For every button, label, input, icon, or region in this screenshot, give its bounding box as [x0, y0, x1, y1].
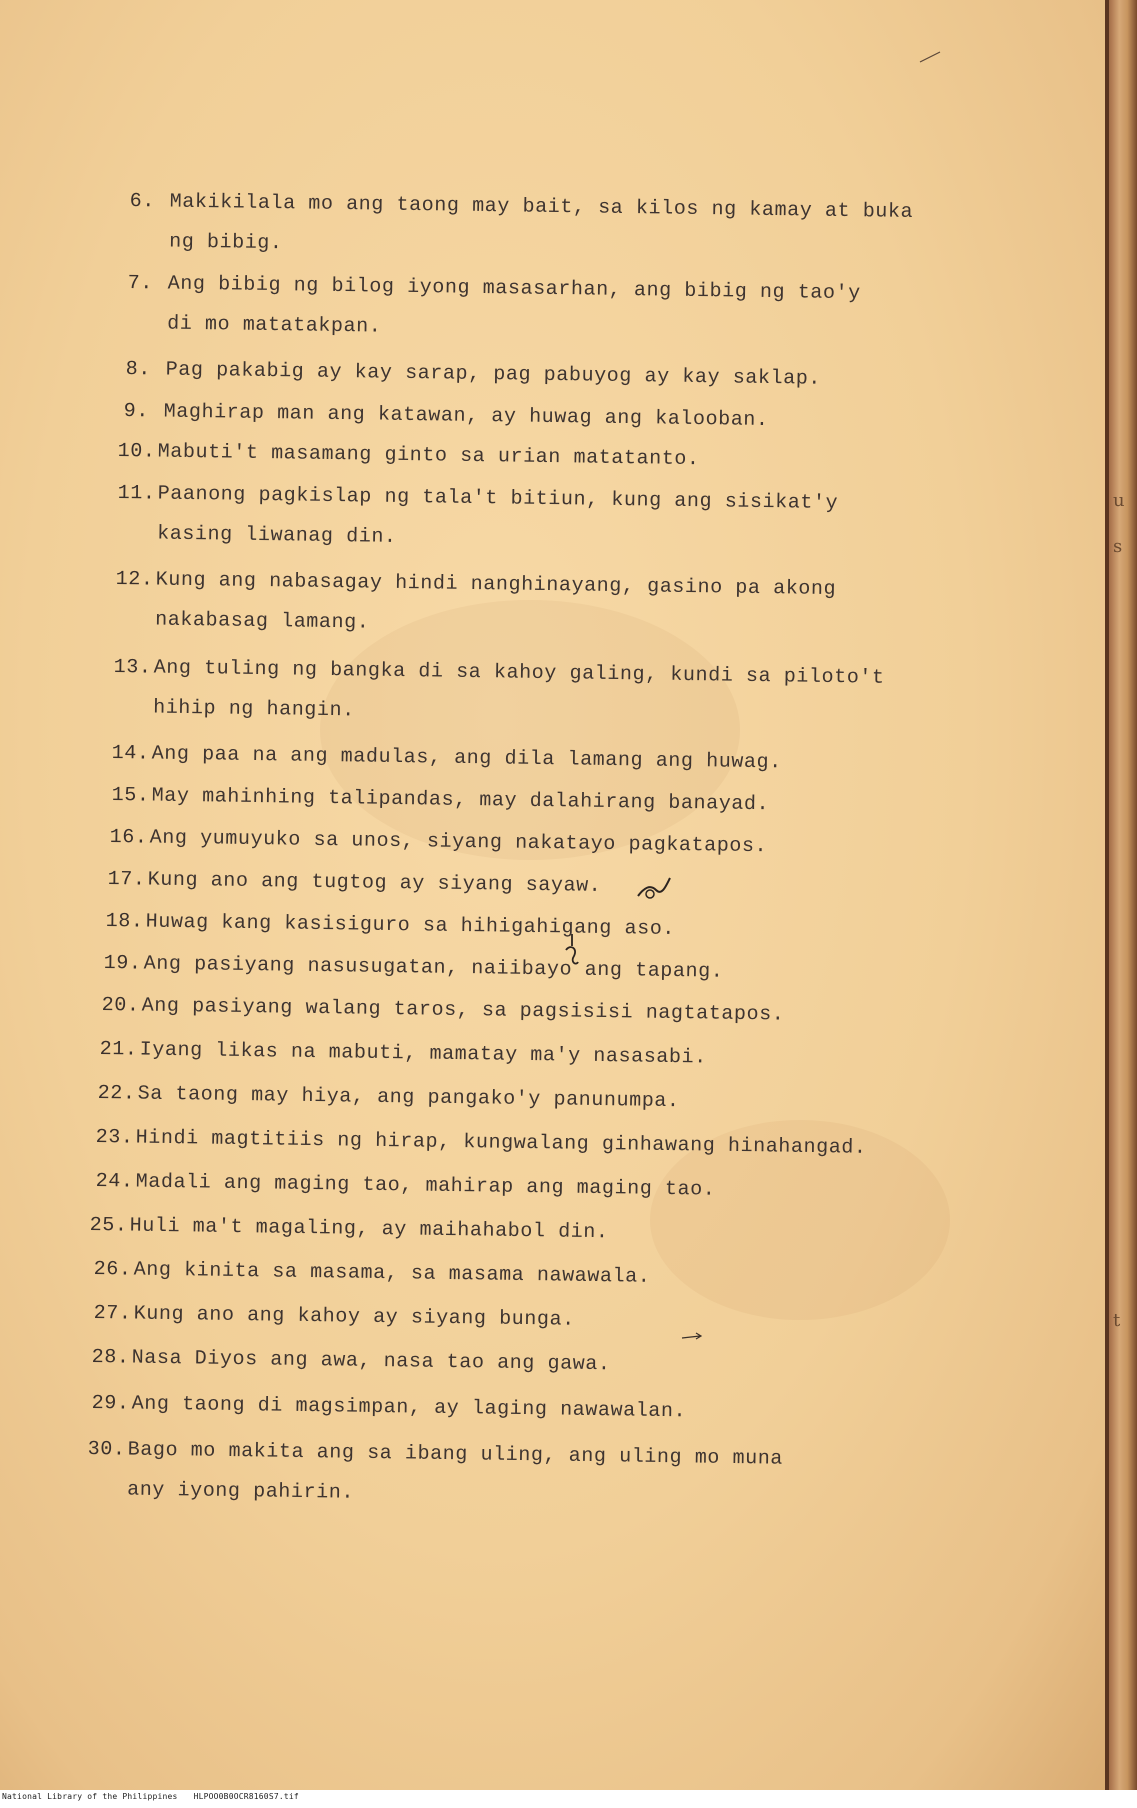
handwritten-mark — [636, 876, 672, 904]
item-number: 17. — [107, 867, 146, 892]
item-number: 14. — [111, 741, 150, 766]
item-text: May mahinhing talipandas, may dalahirang banayad. — [151, 784, 770, 817]
edge-text-fragment: u — [1113, 490, 1125, 511]
footer-institution: National Library of the Philippines — [2, 1792, 178, 1801]
list-item — [93, 1250, 650, 1298]
edge-text-fragment: s — [1113, 536, 1123, 557]
item-number: 9. — [123, 399, 150, 424]
item-number: 21. — [99, 1037, 138, 1062]
item-text: Kung ano ang kahoy ay siyang bunga. — [133, 1302, 575, 1332]
pencil-mark — [680, 1330, 704, 1342]
item-number: 13. — [113, 655, 152, 680]
list-item — [129, 182, 914, 273]
item-number: 20. — [101, 993, 140, 1018]
item-number: 22. — [97, 1081, 136, 1106]
list-item — [117, 432, 699, 480]
item-text: Nasa Diyos ang awa, nasa tao ang gawa. — [131, 1346, 611, 1377]
item-number: 27. — [93, 1301, 132, 1326]
item-number: 16. — [109, 825, 148, 850]
item-text: Ang tuling ng bangka di sa kahoy galing, kundi sa piloto't — [153, 656, 885, 690]
item-number: 24. — [95, 1169, 134, 1194]
list-item — [115, 560, 837, 650]
list-item — [111, 776, 769, 825]
item-text: Madali ang maging tao, mahirap ang maging tao. — [135, 1170, 716, 1202]
item-text: Hindi magtitiis ng hirap, kungwalang ginhawang hinahangad. — [135, 1126, 867, 1160]
item-text: Ang kinita sa masama, sa masama nawawala. — [133, 1258, 651, 1289]
item-number: 26. — [93, 1257, 132, 1282]
item-number: 12. — [115, 567, 154, 592]
list-item — [91, 1384, 686, 1432]
list-item — [103, 944, 723, 993]
item-number: 18. — [105, 909, 144, 934]
item-text: Pag pakabig ay kay sarap, pag pabuyog ay kay saklap. — [165, 358, 822, 391]
item-text: Ang paa na ang madulas, ang dila lamang ang huwag. — [151, 742, 782, 775]
list-item — [89, 1206, 608, 1253]
item-number: 10. — [117, 439, 156, 464]
item-text: Kung ang nabasagay hindi nanghinayang, gasino pa akong — [155, 568, 837, 602]
item-text: Paanong pagkislap ng tala't bitiun, kung ang sisikat'y — [157, 482, 839, 516]
item-text: Ang pasiyang nasusugatan, naiibayo ang tapang. — [143, 952, 724, 984]
list-item — [105, 902, 675, 950]
item-text: Makikilala mo ang taong may bait, sa kilos ng kamay at buka — [169, 190, 914, 224]
page-edge — [1105, 0, 1137, 1790]
item-text: Bago mo makita ang sa ibang uling, ang uling mo muna — [127, 1438, 784, 1471]
list-item — [101, 986, 784, 1036]
item-text: Ang taong di magsimpan, ay laging nawawalan. — [131, 1392, 687, 1424]
list-item — [111, 734, 782, 783]
item-number: 11. — [117, 481, 156, 506]
list-item — [113, 648, 885, 739]
item-text: Ang yumuyuko sa unos, siyang nakatayo pagkatapos. — [149, 826, 768, 859]
item-text: Maghirap man ang katawan, ay huwag ang kalooban. — [163, 400, 769, 433]
item-number: 29. — [91, 1391, 130, 1416]
list-item — [127, 264, 861, 354]
handwritten-mark — [562, 932, 582, 968]
item-number: 25. — [89, 1213, 128, 1238]
list-item — [95, 1162, 715, 1211]
item-text-continued: kasing liwanag din. — [157, 522, 397, 549]
item-text: Iyang likas na mabuti, mamatay ma'y nasasabi. — [139, 1038, 707, 1070]
item-number: 28. — [91, 1345, 130, 1370]
footer-filename: HLPOO0B0OCR8160S7.tif — [193, 1792, 299, 1801]
item-number: 30. — [87, 1437, 126, 1462]
item-text: Kung ano ang tugtog ay siyang sayaw. — [147, 868, 602, 898]
edge-text-fragment: t — [1113, 1310, 1121, 1331]
list-item — [109, 818, 767, 867]
footer-bar — [0, 1790, 1137, 1808]
item-text-continued: any iyong pahirin. — [127, 1478, 355, 1505]
list-item — [125, 350, 821, 400]
item-number: 6. — [129, 189, 156, 214]
list-item — [117, 474, 839, 564]
list-item — [91, 1338, 610, 1385]
list-item — [95, 1118, 866, 1169]
item-number: 7. — [127, 271, 154, 296]
pencil-mark — [918, 50, 942, 64]
item-text: Huwag kang kasisiguro sa hihigahigang aso. — [145, 910, 676, 941]
item-text-continued: nakabasag lamang. — [155, 608, 370, 635]
item-number: 8. — [125, 357, 152, 382]
list-item — [93, 1294, 575, 1341]
item-text-continued: hihip ng hangin. — [153, 696, 355, 723]
item-number: 23. — [95, 1125, 134, 1150]
list-item — [99, 1030, 707, 1078]
item-text-continued: di mo matatakpan. — [167, 312, 382, 339]
item-text: Ang bibig ng bilog iyong masasarhan, ang bibig ng tao'y — [167, 272, 861, 306]
list-item — [87, 1430, 783, 1520]
list-item — [107, 860, 601, 907]
item-text: Huli ma't magaling, ay maihahabol din. — [129, 1214, 609, 1245]
item-text: Ang pasiyang walang taros, sa pagsisisi nagtatapos. — [141, 994, 785, 1027]
item-text: Sa taong may hiya, ang pangako'y panunumpa. — [137, 1082, 680, 1114]
item-number: 19. — [103, 951, 142, 976]
footer-caption — [2, 1792, 299, 1801]
item-text: Mabuti't masamang ginto sa urian matatanto. — [157, 440, 700, 472]
list-item — [97, 1074, 679, 1122]
item-text-continued: ng bibig. — [169, 230, 283, 256]
item-number: 15. — [111, 783, 150, 808]
